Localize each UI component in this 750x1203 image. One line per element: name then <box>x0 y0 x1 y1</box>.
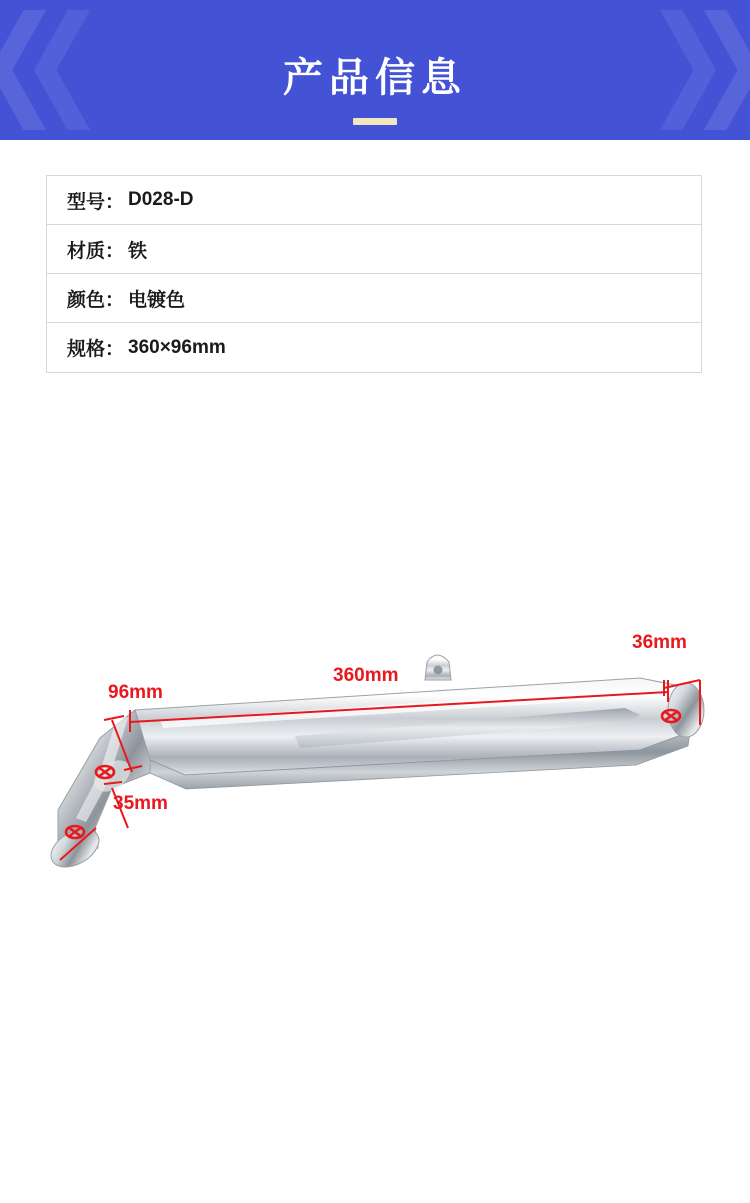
table-row <box>47 323 701 372</box>
spec-value: 电镀色 <box>128 289 186 311</box>
product-photo <box>0 560 750 1020</box>
spec-label: 颜色： <box>67 289 125 311</box>
dimension-label-foot-width: 35mm <box>113 793 168 814</box>
spec-value: 铁 <box>128 240 148 262</box>
product-spec-table <box>46 175 702 373</box>
table-row <box>47 176 701 225</box>
page-header-banner <box>0 0 750 140</box>
title-underline-decoration <box>353 118 397 125</box>
table-row <box>47 225 701 274</box>
dimension-label-end-width: 36mm <box>632 632 687 653</box>
dimension-label-width: 96mm <box>108 682 163 703</box>
spec-value: D028-D <box>128 189 194 210</box>
table-row <box>47 274 701 323</box>
page-title: 产品信息 <box>283 56 467 100</box>
spec-label: 型号： <box>67 191 125 213</box>
product-image-with-dimensions <box>0 560 750 1020</box>
spec-label: 规格： <box>67 339 125 360</box>
dimension-label-length: 360mm <box>333 665 399 686</box>
spec-label: 材质： <box>67 240 125 262</box>
spec-value: 360×96mm <box>128 336 226 358</box>
